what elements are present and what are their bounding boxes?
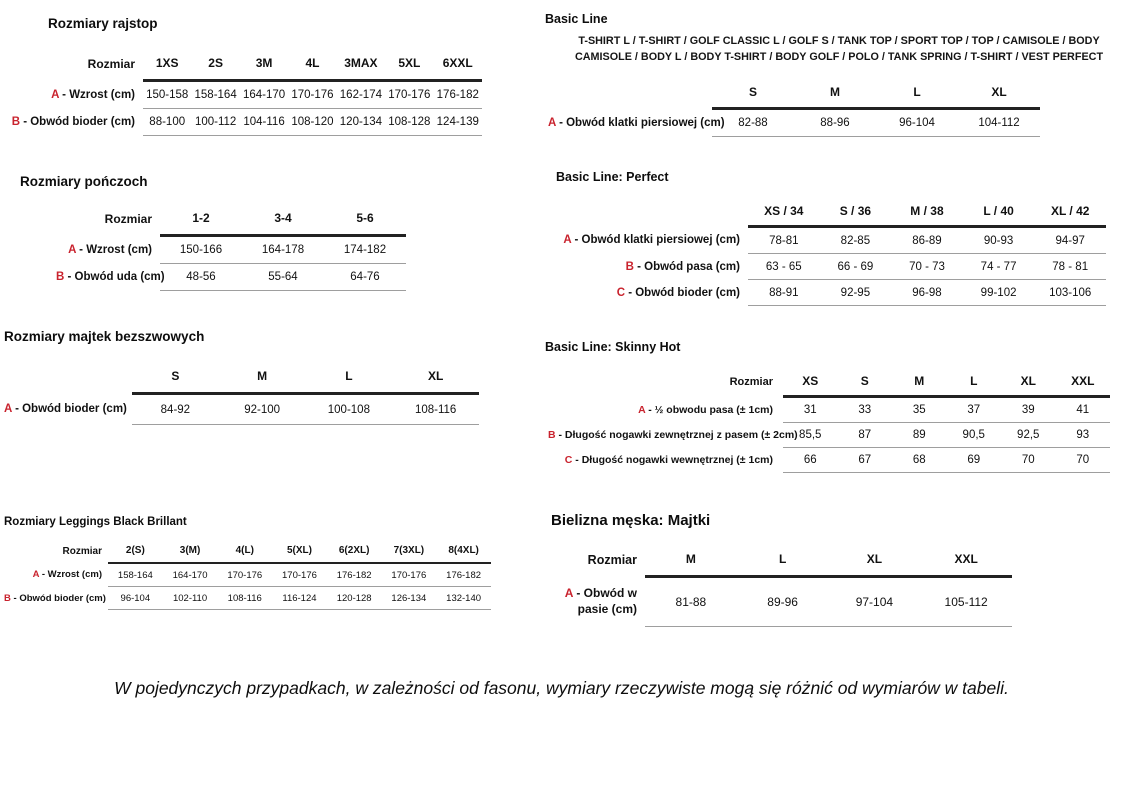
size-value: 82-85 [820,227,892,254]
column-header: L [947,370,1002,397]
size-value: 158-164 [191,81,239,109]
row-label: A - Obwód klatki piersiowej (cm) [563,234,740,246]
column-header: M [219,363,306,394]
column-header: L [876,80,958,109]
size-value: 164-170 [240,81,288,109]
column-header: 3-4 [242,205,324,236]
column-header: XL [1001,370,1056,397]
table-row [56,264,406,291]
size-value: 176-182 [436,563,491,587]
size-value: 170-176 [217,563,272,587]
row-label: C - Długość nogawki wewnętrznej (± 1cm) [564,454,773,466]
row-label: A - Wzrost (cm) [51,88,135,101]
table-row [548,109,1040,137]
header-row [548,370,1110,397]
row-label: B - Obwód bioder (cm) [4,592,106,604]
column-header: 1XS [143,50,191,81]
size-value: 150-158 [143,81,191,109]
size-value: 41 [1056,397,1111,423]
dimension-letter: A [4,403,12,415]
size-table [4,363,479,425]
dimension-letter: B [4,592,11,604]
size-value: 164-170 [163,563,218,587]
header-row [548,80,1040,109]
column-header: XL [829,546,921,577]
size-value: 108-128 [385,109,433,136]
column-header: 3MAX [337,50,385,81]
header-row [4,363,479,394]
column-header: 3M [240,50,288,81]
size-table [548,80,1040,137]
section-title-bielizna-meska: Bielizna męska: Majtki [551,512,711,530]
size-value: 55-64 [242,264,324,291]
column-header: S [712,80,794,109]
header-row [4,541,491,563]
size-value: 67 [838,448,893,473]
column-header: 5(XL) [272,541,327,563]
size-value: 99-102 [963,280,1035,306]
column-header: XXL [1056,370,1111,397]
table-row [548,448,1110,473]
size-value: 104-116 [240,109,288,136]
row-label: A - ½ obwodu pasa (± 1cm) [638,403,773,416]
column-header: XS / 34 [748,200,820,227]
column-header: XXL [920,546,1012,577]
size-value: 88-100 [143,109,191,136]
size-value: 108-116 [392,394,479,425]
dimension-letter: B [56,271,65,283]
header-row [56,205,406,236]
size-table [8,50,482,136]
dimension-letter: A [563,234,572,246]
basic-line-product-list: T-SHIRT L / T-SHIRT / GOLF CLASSIC L / GOLF S / TANK TOP / SPORT TOP / TOP / CAMISOLE / BODY CAMISOLE / BODY L / BODY T-SHIRT / BODY GOLF / POLO / TANK SPRING / T-SHIRT / VEST PERFECT [574,35,1104,64]
size-value: 94-97 [1034,227,1106,254]
size-label-header [4,363,132,394]
table-row [4,563,491,587]
size-value: 108-116 [217,587,272,610]
size-value: 170-176 [288,81,336,109]
size-value: 70 - 73 [891,254,963,280]
size-value: 35 [892,397,947,423]
dimension-letter: C [564,454,573,466]
size-value: 90,5 [947,423,1002,448]
dimension-letter: A [51,88,59,101]
column-header: 8(4XL) [436,541,491,563]
size-value: 124-139 [434,109,482,136]
row-label: B - Obwód bioder (cm) [11,116,135,128]
section-title-basic-line: Basic Line [545,12,608,27]
column-header: S / 36 [820,200,892,227]
row-label: A - Obwód bioder (cm) [4,403,127,415]
size-value: 81-88 [645,577,737,627]
table-row [548,397,1110,423]
size-label-header: Rozmiar [87,56,135,71]
dimension-letter: A [32,569,40,581]
section-title-leggings: Rozmiary Leggings Black Brillant [4,515,187,528]
size-table [4,541,491,610]
column-header: 7(3XL) [382,541,437,563]
disclaimer-note: W pojedynczych przypadkach, w zależności od fasonu, wymiary rzeczywiste mogą się różnić od wymiarów w tabeli. [114,678,1009,698]
size-value: 87 [838,423,893,448]
column-header: XL / 42 [1034,200,1106,227]
size-value: 33 [838,397,893,423]
size-value: 100-112 [191,109,239,136]
size-value: 37 [947,397,1002,423]
column-header: 1-2 [160,205,242,236]
column-header: 2(S) [108,541,163,563]
size-value: 89 [892,423,947,448]
table-row [56,236,406,264]
size-value: 68 [892,448,947,473]
size-value: 96-104 [876,109,958,137]
size-label-header: Rozmiar [62,545,102,557]
row-label: A - Obwód w pasie (cm) [564,585,637,617]
size-value: 170-176 [382,563,437,587]
size-value: 70 [1056,448,1111,473]
size-table-majtek-bezszwowe [4,363,479,425]
size-value: 63 - 65 [748,254,820,280]
size-value: 126-134 [382,587,437,610]
size-value: 174-182 [324,236,406,264]
column-header: 5XL [385,50,433,81]
size-label-header [548,80,712,109]
size-table [56,205,406,291]
size-value: 88-96 [794,109,876,137]
size-value: 132-140 [436,587,491,610]
header-row [558,200,1106,227]
size-label-header: Rozmiar [729,375,773,388]
dimension-letter: B [548,429,556,441]
size-value: 92-95 [820,280,892,306]
table-row [4,587,491,610]
size-value: 103-106 [1034,280,1106,306]
size-value: 90-93 [963,227,1035,254]
size-value: 96-104 [108,587,163,610]
size-label-header: Rozmiar [587,552,637,567]
size-value: 105-112 [920,577,1012,627]
size-value: 48-56 [160,264,242,291]
size-value: 74 - 77 [963,254,1035,280]
size-value: 70 [1001,448,1056,473]
row-label: B - Obwód pasa (cm) [625,260,740,273]
dimension-letter: A [548,116,556,129]
size-label-header [558,200,748,227]
dimension-letter: B [625,260,634,273]
size-table-perfect [558,200,1106,306]
size-table [558,200,1106,306]
row-label: A - Wzrost (cm) [32,569,102,581]
column-header: L [737,546,829,577]
column-header: XS [783,370,838,397]
size-value: 120-134 [337,109,385,136]
section-title-ponczochy: Rozmiary pończoch [20,174,148,190]
size-value: 92,5 [1001,423,1056,448]
size-value: 92-100 [219,394,306,425]
size-value: 69 [947,448,1002,473]
size-value: 158-164 [108,563,163,587]
column-header: S [132,363,219,394]
size-value: 78-81 [748,227,820,254]
size-value: 88-91 [748,280,820,306]
size-table-basic-line [548,80,1040,137]
size-value: 89-96 [737,577,829,627]
size-value: 162-174 [337,81,385,109]
column-header: 6XXL [434,50,482,81]
row-label: A - Obwód klatki piersiowej (cm) [548,116,725,129]
size-value: 82-88 [712,109,794,137]
row-label: C - Obwód bioder (cm) [616,286,740,299]
row-label: B - Obwód uda (cm) [56,271,165,283]
column-header: XL [958,80,1040,109]
size-value: 31 [783,397,838,423]
column-header: 5-6 [324,205,406,236]
row-label: A - Wzrost (cm) [68,243,152,256]
column-header: XL [392,363,479,394]
header-row [557,546,1012,577]
column-header: 3(M) [163,541,218,563]
table-row [557,577,1012,627]
column-header: 6(2XL) [327,541,382,563]
size-value: 86-89 [891,227,963,254]
size-value: 64-76 [324,264,406,291]
size-value: 102-110 [163,587,218,610]
size-table-rajstop [8,50,482,136]
table-row [4,394,479,425]
size-value: 93 [1056,423,1111,448]
column-header: L [306,363,393,394]
size-value: 120-128 [327,587,382,610]
section-title-perfect: Basic Line: Perfect [556,170,669,185]
table-row [558,227,1106,254]
size-value: 66 - 69 [820,254,892,280]
size-value: 39 [1001,397,1056,423]
column-header: 2S [191,50,239,81]
size-table-ponczochy [56,205,406,291]
dimension-letter: A [68,243,76,256]
column-header: M [794,80,876,109]
column-header: 4L [288,50,336,81]
row-label: B - Długość nogawki zewnętrznej z pasem (± 2cm) [548,429,798,441]
size-value: 84-92 [132,394,219,425]
size-value: 96-98 [891,280,963,306]
column-header: S [838,370,893,397]
size-value: 176-182 [327,563,382,587]
size-table-leggings [4,541,491,610]
column-header: M [645,546,737,577]
table-row [548,423,1110,448]
size-value: 97-104 [829,577,921,627]
table-row [8,81,482,109]
size-table-skinny-hot [548,370,1110,473]
size-value: 104-112 [958,109,1040,137]
section-title-majtek-bezszwowe: Rozmiary majtek bezszwowych [4,329,205,345]
size-value: 66 [783,448,838,473]
dimension-letter: A [638,403,646,416]
dimension-letter: A [564,585,573,600]
size-table [557,546,1012,627]
size-table [548,370,1110,473]
size-value: 100-108 [306,394,393,425]
size-value: 170-176 [272,563,327,587]
size-value: 164-178 [242,236,324,264]
size-value: 150-166 [160,236,242,264]
dimension-letter: C [616,286,625,299]
column-header: M / 38 [891,200,963,227]
size-table-bielizna-meska [557,546,1012,627]
size-value: 176-182 [434,81,482,109]
table-row [558,280,1106,306]
size-value: 116-124 [272,587,327,610]
table-row [558,254,1106,280]
column-header: 4(L) [217,541,272,563]
table-row [8,109,482,136]
size-value: 78 - 81 [1034,254,1106,280]
column-header: M [892,370,947,397]
size-label-header: Rozmiar [104,211,152,226]
size-value: 108-120 [288,109,336,136]
dimension-letter: B [11,116,20,128]
column-header: L / 40 [963,200,1035,227]
section-title-skinny-hot: Basic Line: Skinny Hot [545,340,681,355]
section-title-rajstop: Rozmiary rajstop [48,16,158,32]
size-value: 170-176 [385,81,433,109]
size-value: 85,5 [783,423,838,448]
header-row [8,50,482,81]
